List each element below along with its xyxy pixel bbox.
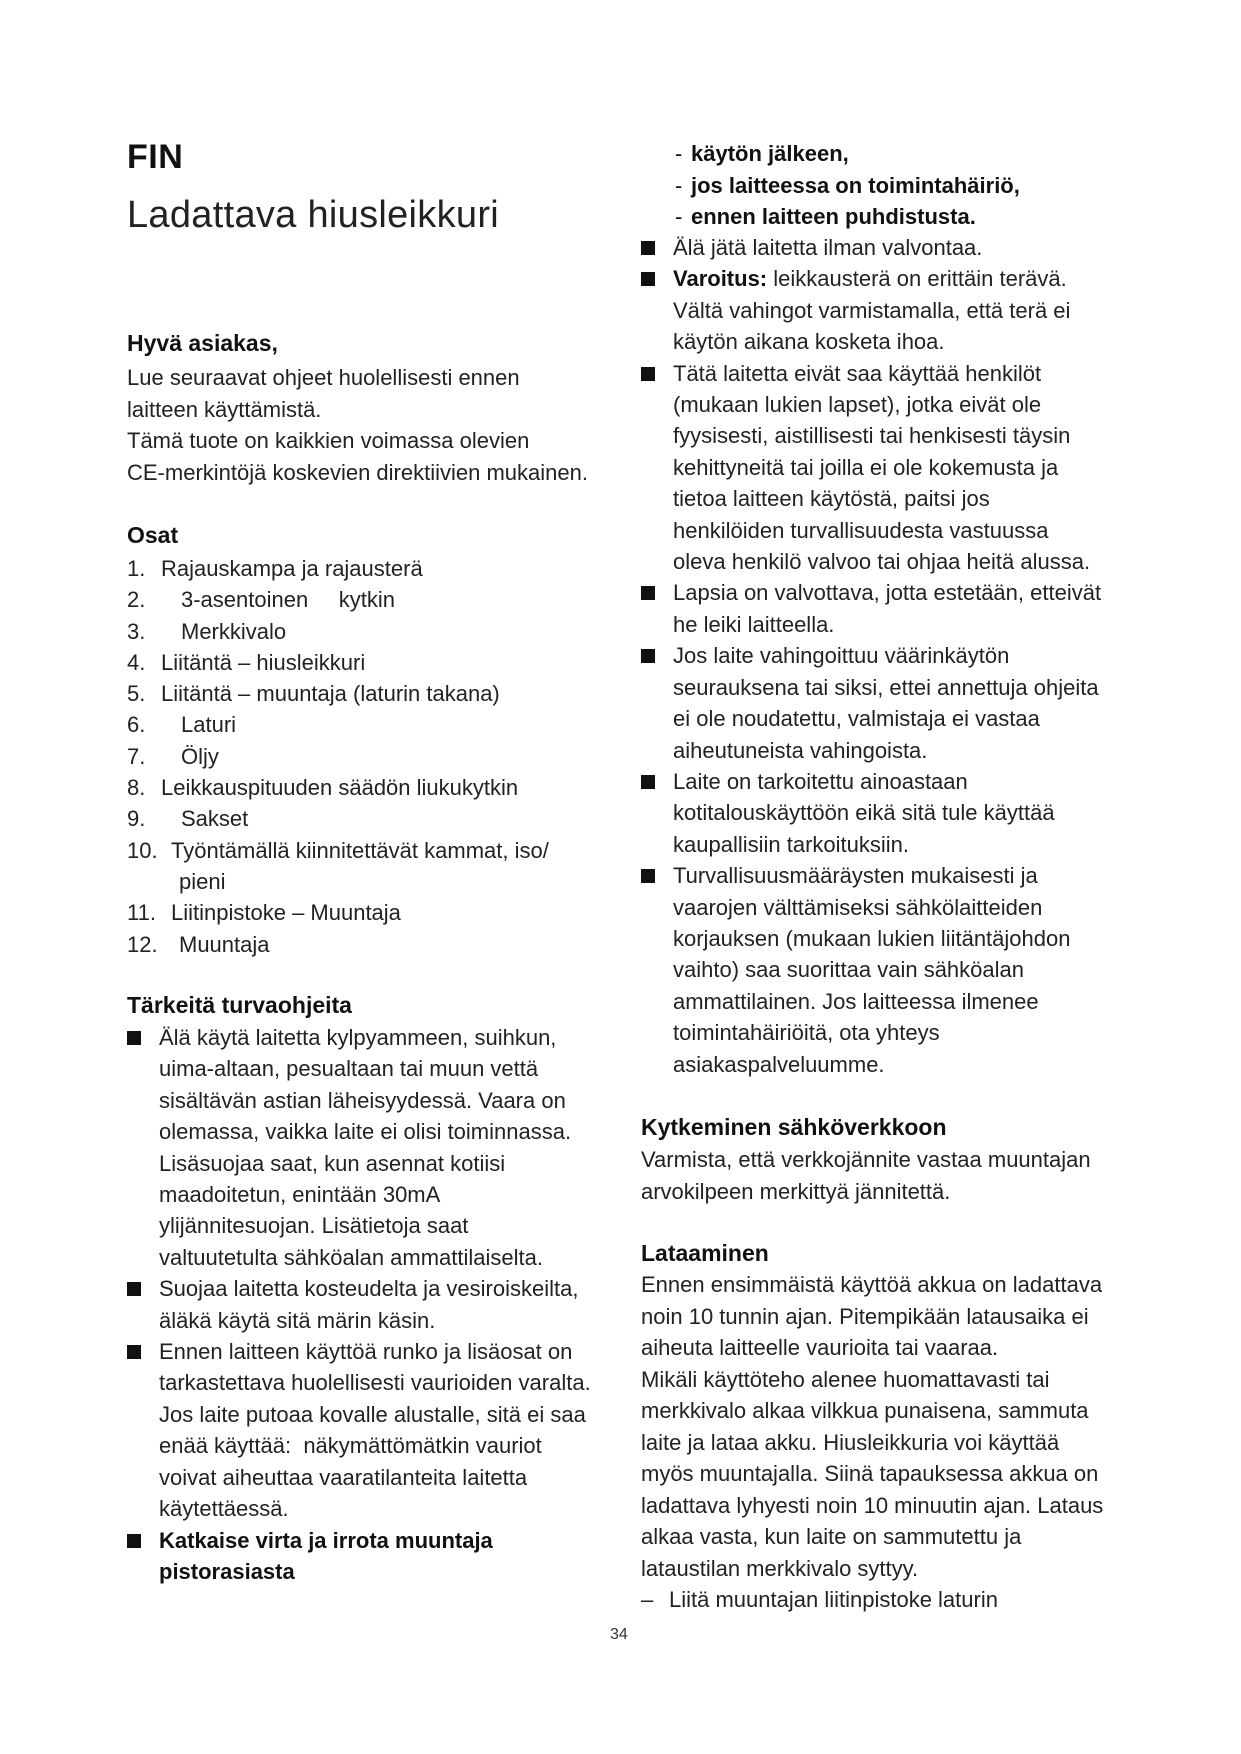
intro-text	[127, 362, 588, 488]
safety-list-left	[127, 1022, 617, 1587]
safety-list-right	[641, 232, 1131, 1080]
list-item: Ennen laitteen käyttöä runko ja lisäosat on tarkastettava huolellisesti vaurioiden varalta. Jos laite putoaa kovalle alustalle, sitä ei saa enää käyttää: näkymättömätkin vauriot voivat aiheuttaa vaaratilanteita laitetta käytettäessä.	[127, 1336, 617, 1524]
list-item: Lapsia on valvottava, jotta estetään, etteivät he leiki laitteella.	[641, 577, 1131, 640]
bullet-square-icon	[127, 1282, 141, 1296]
list-item: Älä jätä laitetta ilman valvontaa.	[641, 232, 1131, 263]
bullet-square-icon	[127, 1031, 141, 1045]
list-item: 2. 3-asentoinen kytkin	[127, 587, 396, 613]
bullet-square-icon	[127, 1345, 141, 1359]
intro-line: Tämä tuote on kaikkien voimassa olevien	[127, 428, 530, 453]
charging-text: Ennen ensimmäistä käyttöä akkua on ladattava noin 10 tunnin ajan. Pitempikään latausaika ei aiheuta laitteelle vaurioita tai vaaraa. Mikäli käyttöteho alenee huomattavasti tai merkkivalo alkaa vilkkua punaisena, sammuta laite ja lataa akku. Hiusleikkuria voi käyttää myös muuntajalla. Siinä tapauksessa akkua on ladattava lyhyesti noin 10 minuutin ajan. Lataus alkaa vasta, kun laite on sammutettu ja lataustilan merkkivalo syttyy. – Liitä muuntajan liitinpistoke laturin	[641, 1269, 1103, 1616]
page-number: 34	[610, 1626, 628, 1643]
intro-heading: Hyvä asiakas,	[127, 330, 278, 356]
mains-text: Varmista, että verkkojännite vastaa muuntajan arvokilpeen merkittyä jännitettä.	[641, 1147, 1091, 1204]
charging-step: – Liitä muuntajan liitinpistoke laturin	[641, 1587, 998, 1612]
charging-heading: Lataaminen	[641, 1240, 769, 1266]
safety-heading: Tärkeitä turvaohjeita	[127, 992, 352, 1018]
list-item: Turvallisuusmääräysten mukaisesti ja vaarojen välttämiseksi sähkölaitteiden korjauksen (mukaan lukien liitäntäjohdon vaihto) saa suorittaa vain sähköalan ammattilainen. Jos laitteessa ilmenee toimintahäiriöitä, ota yhteys asiakaspalveluumme.	[641, 860, 1131, 1080]
list-item: 6. Laturi	[127, 712, 237, 738]
list-item: 7. Öljy	[127, 743, 219, 769]
mains-heading: Kytkeminen sähköverkkoon	[641, 1114, 947, 1140]
bullet-square-icon	[641, 649, 655, 663]
list-item: Älä käytä laitetta kylpyammeen, suihkun, uima-altaan, pesualtaan tai muun vettä sisältävän astian läheisyydessä. Vaara on olemassa, vaikka laite ei olisi toiminnassa. Lisäsuojaa saat, kun asennat kotiisi maadoitetun, enintään 30mA ylijännitesuojan. Lisätietoja saat valtuutetulta sähköalan ammattilaiselta.	[127, 1022, 617, 1273]
list-item: 4. Liitäntä – hiusleikkuri	[127, 649, 366, 675]
page-title: Ladattava hiusleikkuri	[127, 194, 500, 236]
bullet-square-icon	[641, 775, 655, 789]
list-item: - käytön jälkeen,	[675, 141, 849, 166]
list-item: 1. Rajauskampa ja rajausterä	[127, 556, 423, 581]
list-item: Jos laite vahingoittuu väärinkäytön seurauksena tai siksi, ettei annettuja ohjeita ei ole noudatettu, valmistaja ei vastaa aiheutuneista vahingoista.	[641, 640, 1131, 766]
list-item: Varoitus: leikkausterä on erittäin terävä. Vältä vahingot varmistamalla, että terä ei käytön aikana kosketa ihoa.	[641, 263, 1131, 357]
intro-line: CE-merkintöjä koskevien direktiivien mukainen.	[127, 459, 588, 485]
list-item: - jos laitteessa on toimintahäiriö,	[675, 172, 1020, 198]
bullet-square-icon	[641, 241, 655, 255]
parts-list	[127, 553, 607, 960]
list-item: Katkaise virta ja irrota muuntaja pistorasiasta	[127, 1525, 617, 1588]
language-code: FIN	[127, 138, 184, 176]
bullet-square-icon	[641, 367, 655, 381]
list-item: 10. Työntämällä kiinnitettävät kammat, iso/ pieni	[127, 837, 549, 894]
list-item: Tätä laitetta eivät saa käyttää henkilöt (mukaan lukien lapset), jotka eivät ole fyysisesti, aistillisesti tai henkisesti täysin kehittyneitä tai joilla ei ole kokemusta ja tietoa laitteen käytöstä, paitsi jos henkilöiden turvallisuudesta vastuussa oleva henkilö valvoo tai ohjaa heitä alussa.	[641, 358, 1131, 578]
intro-line: laitteen käyttämistä.	[127, 396, 322, 422]
list-item: - ennen laitteen puhdistusta.	[675, 204, 976, 229]
list-item: Suojaa laitetta kosteudelta ja vesiroiskeilta, äläkä käytä sitä märin käsin.	[127, 1273, 617, 1336]
intro-line: Lue seuraavat ohjeet huolellisesti ennen	[127, 365, 520, 390]
bullet-square-icon	[641, 272, 655, 286]
list-item: 9. Sakset	[127, 806, 249, 832]
bullet-square-icon	[641, 869, 655, 883]
list-item: 12. Muuntaja	[127, 931, 270, 957]
list-item: 8. Leikkauspituuden säädön liukukytkin	[127, 775, 519, 801]
list-item: Laite on tarkoitettu ainoastaan kotitalouskäyttöön eikä sitä tule käyttää kaupallisiin tarkoituksiin.	[641, 766, 1131, 860]
disconnect-conditions	[641, 138, 1131, 233]
parts-heading: Osat	[127, 522, 179, 548]
list-item: 11. Liitinpistoke – Muuntaja	[127, 900, 401, 926]
list-item: 3. Merkkivalo	[127, 618, 287, 644]
list-item: 5. Liitäntä – muuntaja (laturin takana)	[127, 681, 500, 707]
bullet-square-icon	[127, 1534, 141, 1548]
bullet-square-icon	[641, 586, 655, 600]
